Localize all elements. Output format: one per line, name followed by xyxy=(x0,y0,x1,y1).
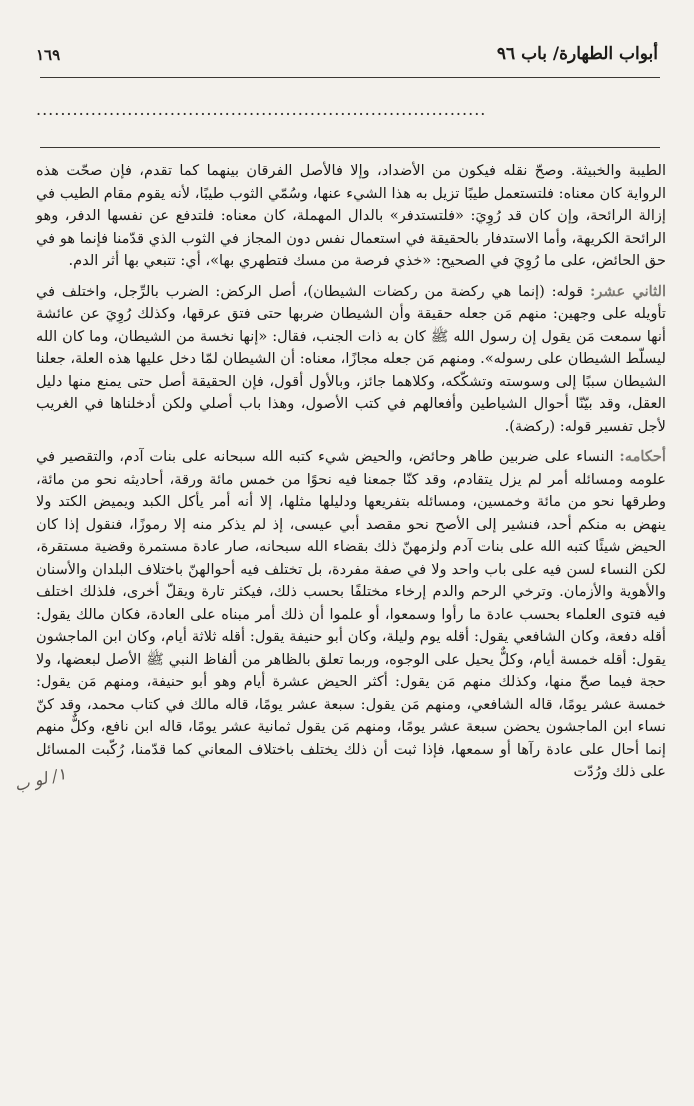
page-number: ١٦٩ xyxy=(36,46,61,64)
paragraph-text: قوله: (إنما هي ركضة من ركضات الشيطان)، أصل الركض: الضرب بالرِّجل، واختلف في تأويله على وجهين: منهم مَن جعله حقيقة وأن الشيطان ضربها حتى فتق عرقها، وكذلك رُوِيَ عن عائشة أنها سمعت مَن يقول إن رسول الله ﷺ كان به ذات الجنب، فقال: «إنها نخسة من الشيطان، وما كان الله ليسلّط الشيطان على رسوله». ومنهم مَن جعله مجازًا، معناه: أن الشيطان لمّا دخل عليها هذه العلة، جعلنا الشيطان سببًا إلى وسوسته وتشكّكه، وكلاهما جائز، وبالأول أقول، فإن الحقيقة أصل حتى يمنع منها دليل العقل، وقد بيّنّا أحوال الشياطين وأفعالهم في كتب الأصول، وهذا باب أصلي ولكن أدخلناها في الغريب لأجل تفسير قوله: (ركضة). xyxy=(36,282,666,435)
main-text xyxy=(36,160,666,792)
paragraph-3 xyxy=(36,446,666,784)
footnote-dots: .......................................................................... xyxy=(36,100,487,119)
handwritten-margin-note: ١/ لو ب xyxy=(12,763,68,796)
running-title: أبواب الطهارة/ باب ٩٦ xyxy=(496,44,658,64)
header-rule xyxy=(40,77,660,78)
separator-rule xyxy=(40,147,660,148)
paragraph-lead: الثاني عشر: xyxy=(590,282,666,300)
paragraph-lead: أحكامه: xyxy=(619,448,666,465)
paragraph-text: النساء على ضربين طاهر وحائض، والحيض شيء كتبه الله سبحانه على بنات آدم، والتقصير في علومه ومسائله أمر لم يزل يتقادم، وقد كنّا جمعنا فيه نحوًا من خمس مائة ورقة، أحاديثه نحو من مائة، وطرقها نحو من مائة وخمسين، ومسائله بتفريعها ودليلها مثلها، إلا أنه أمر يأكل الكبد ويميض الكتد ولا ينهض به منكم أحد، فنشير إلى الأصح نحو مقصد أبي عيسى، إذ لم يذكر منه إلا رموزًا، فنقول إذا كان الحيض شيئًا كتبه الله على بنات آدم ولزمهنّ ذلك بقضاء الله سبحانه، صار عادة مستمرة وقضية مستقرة، لكن النساء لسن فيه على باب واحد ولا في صفة مفردة، بل تختلف فيه أحوالهنّ باختلاف البلدان والأسنان والأهوية والأزمان. وترخي الرحم والدم إرخاء مختلفًا بحسب ذلك، فيكثر تارة ويقلّ أخرى، فلذلك اختلف فيه فتوى العلماء بحسب عادة ما رأوا وسمعوا، أو علموا أن ذلك أمر مبناه على العادة، فكان مالك يقول: أقله دفعة، وكان الشافعي يقول: أقله يوم وليلة، وكان أبو حنيفة يقول: أقله ثلاثة أيام، وكان ابن الماجشون يقول: أقله خمسة أيام، وكلٌّ يحيل على الوجوه، وربما تعلق بالظاهر من ألفاظ النبي ﷺ الأصل لبعضها، ولا حجة فيما صحّ منها، وكذلك منهم مَن يقول: أكثر الحيض عشرة أيام وهو أبو حنيفة، ومنهم مَن يقول: خمسة عشر يومًا، قاله الشافعي، ومنهم مَن يقول: سبعة عشر يومًا، قاله مالك في كتاب محمد، وقد كنّ نساء ابن الماجشون يحضن سبعة عشر يومًا، ومنهم مَن يقول ثمانية عشر يومًا، قاله ابن نافع، وكلٌّ منهم إنما أحال على عادة رآها أو سمعها، فإذا ثبت أن ذلك يختلف باختلاف المعاني كما قدّمنا، رُكّبت المسائل على ذلك ورُدّت xyxy=(36,448,666,780)
page-header xyxy=(36,44,658,74)
paragraph-1 xyxy=(36,160,666,273)
paragraph-text: الطيبة والخبيثة. وصحّ نقله فيكون من الأضداد، وإلا فالأصل الفرقان بينهما كما تقدم، فإن صحّت هذه الرواية كان معناه: فلتستعمل طيبًا تزيل به هذا الشيء عنها، وسُمّي الثوب طيبًا، لأنه يقوم مقام الطيب في إزالة الرائحة، وإن كان قد رُوِيَ: «فلتستدفر» بالدال المهملة، كان معناه: فلتدفع عن نفسها الدفر، وهو الرائحة الكريهة، وأما الاستدفار بالحقيقة في استعمال نفس دون المجاز في الثوب الذي قدّمنا فإنما هو في حق الحائض، على ما رُوِيَ في الصحيح: «خذي فرصة من مسك فتطهري بها»، أي: تتبعي بها أثر الدم. xyxy=(36,162,666,269)
paragraph-2 xyxy=(36,281,666,439)
